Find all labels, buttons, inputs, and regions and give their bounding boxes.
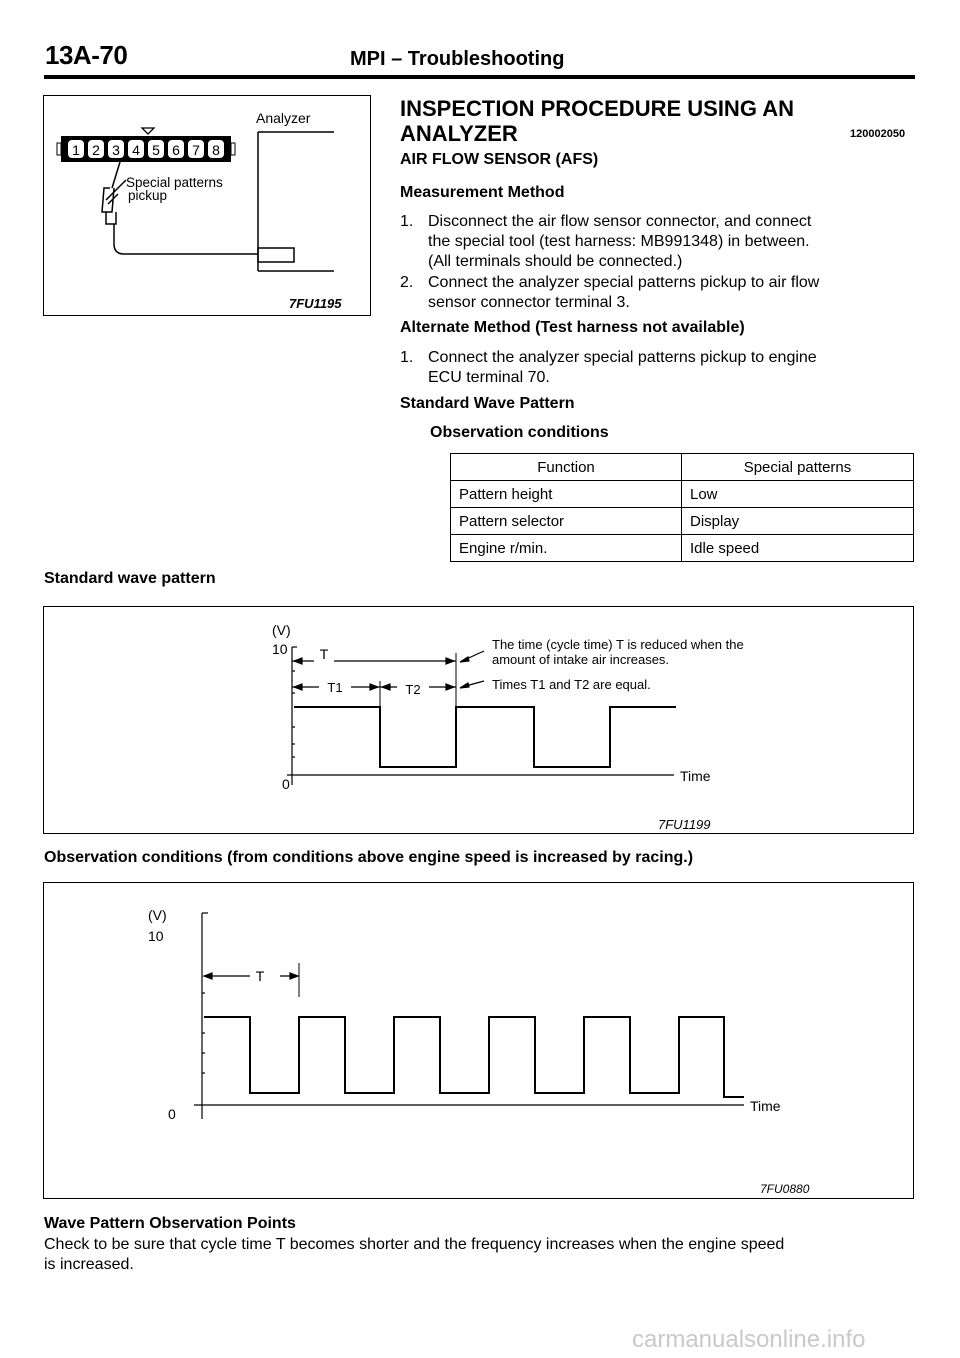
alternate-step-text [428,348,914,388]
table-header-cell: Special patterns [682,454,914,481]
table-row [451,508,914,535]
header-rule [44,75,915,79]
step-line: ECU terminal 70. [428,369,550,386]
step-line: sensor connector terminal 3. [428,294,630,311]
points-body [44,1235,916,1275]
t2-label: T2 [405,682,421,697]
section-title-line2: ANALYZER [400,121,518,146]
waveform-line [204,1017,744,1097]
section-code: 120002050 [850,128,906,140]
table-cell: Engine r/min. [451,535,682,562]
y-min-label: 0 [282,776,290,792]
connector-pin-label: 3 [112,142,120,158]
figure-code: 7FU1195 [289,296,342,311]
table-header-cell: Function [451,454,682,481]
connector-pin-label: 7 [192,142,200,158]
measurement-step-text [428,212,914,272]
analyzer-label: Analyzer [256,110,311,126]
section-title-line1: INSPECTION PROCEDURE USING AN [400,96,795,121]
pin-marker-icon [142,128,154,134]
y-max-label: 10 [148,928,164,944]
racing-wave-svg [44,883,912,1197]
pickup-label-line2: pickup [128,188,168,203]
note-cycle-line2: amount of intake air increases. [492,652,670,667]
observation-table [450,453,914,562]
alternate-step-num: 1. [400,349,414,366]
waveform-line [294,707,676,767]
axes [287,647,674,785]
connector-pin-label: 1 [72,142,80,158]
t1-label: T1 [327,680,343,695]
y-max-label: 10 [272,641,288,657]
analyzer-plug-icon [258,248,294,262]
figure-code: 7FU0880 [760,1182,810,1196]
points-line: is increased. [44,1256,134,1273]
x-axis-label: Time [750,1098,781,1114]
connector-pin-label: 6 [172,142,180,158]
racing-observation-label: Observation conditions (from conditions above engine speed is increased by racing.) [44,849,694,866]
table-cell: Display [682,508,914,535]
step-line: the special tool (test harness: MB991348) in between. [428,233,810,250]
table-cell: Low [682,481,914,508]
figure-code: 7FU1199 [658,817,711,832]
table-cell: Idle speed [682,535,914,562]
measurement-step-num: 1. [400,213,414,230]
alternate-heading: Alternate Method (Test harness not available) [400,319,745,336]
standard-wave-heading: Standard Wave Pattern [400,395,575,412]
connector-diagram [44,96,369,314]
watermark: carmanualsonline.info [632,1326,866,1353]
connector-pin-label: 8 [212,142,220,158]
connector-pin-label: 2 [92,142,100,158]
y-unit-label: (V) [148,907,167,923]
connector-body [61,136,231,162]
note-cycle-line1: The time (cycle time) T is reduced when the [492,637,744,652]
t-label: T [255,968,265,984]
section-subtitle: AIR FLOW SENSOR (AFS) [400,151,599,168]
t-label: T [319,646,329,662]
table-row [451,481,914,508]
analyzer-connection-figure [43,95,371,316]
page-title: MPI – Troubleshooting [350,48,565,70]
racing-wave-figure [43,882,914,1199]
x-axis-label: Time [680,768,711,784]
table-header-row [451,454,914,481]
measurement-heading: Measurement Method [400,184,565,201]
axes [194,913,744,1119]
connector-pin-label: 5 [152,142,160,158]
table-row [451,535,914,562]
measurement-step-num: 2. [400,274,414,291]
measurement-step-text [428,273,914,313]
connector-pin-label: 4 [132,142,140,158]
standard-wave-label: Standard wave pattern [44,570,216,587]
standard-wave-figure [43,606,914,834]
step-line: Connect the analyzer special patterns pickup to engine [428,349,817,366]
table-cell: Pattern selector [451,508,682,535]
y-min-label: 0 [168,1106,176,1122]
pickup-label-line1: Special patterns [126,175,223,190]
table-cell: Pattern height [451,481,682,508]
note-equal: Times T1 and T2 are equal. [492,677,651,692]
standard-wave-svg [44,607,912,832]
step-line: Disconnect the air flow sensor connector, and connect [428,213,812,230]
observation-heading: Observation conditions [430,424,609,441]
step-line: (All terminals should be connected.) [428,253,683,270]
page-number: 13A-70 [45,40,128,70]
section-title [400,96,830,146]
points-heading: Wave Pattern Observation Points [44,1215,296,1232]
points-line: Check to be sure that cycle time T becomes shorter and the frequency increases when the engine speed [44,1236,785,1253]
step-line: Connect the analyzer special patterns pickup to air flow [428,274,820,291]
t-dimension [204,963,299,997]
y-unit-label: (V) [272,622,291,638]
